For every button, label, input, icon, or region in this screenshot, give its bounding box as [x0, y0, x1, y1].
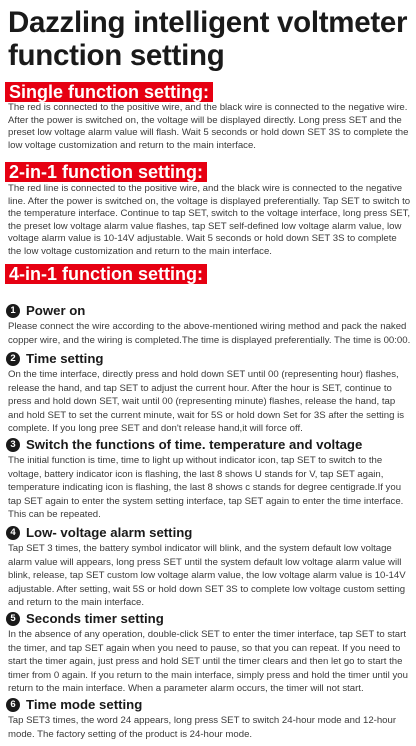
- number-5-icon: 5: [6, 612, 20, 626]
- step-5-header: [6, 611, 164, 627]
- page-title-line-2: function setting: [8, 39, 225, 72]
- step-5-title: Seconds timer setting: [26, 611, 164, 626]
- step-1-text: Please connect the wire according to the above-mentioned wiring method and pack the naked copper wire, and the wiring is completed.The time is displayed preferentially. The time is 00:00.: [8, 321, 411, 346]
- number-3-icon: 3: [6, 438, 20, 452]
- step-6-text: Tap SET3 times, the word 24 appears, long press SET to switch 24-hour mode and 12-hour mode. The factory setting of the product is 24-hour mode.: [8, 715, 397, 740]
- step-4-header: [6, 525, 192, 541]
- page-title-line-1: Dazzling intelligent voltmeter: [8, 6, 408, 39]
- step-5-text: In the absence of any operation, double-click SET to enter the timer interface, tap SET to start the timer, and tap SET again when you need to pause, so that you can repeat. If you need to start the timer again, just press and hold SET until the timer clears and then let go to start the timer from 0 again. If you return to the main interface, simply press and hold the timer until you return to the main interface. When a parameter alarm occurs, the timer will not start.: [8, 629, 408, 695]
- single-function-heading: Single function setting:: [5, 82, 213, 102]
- step-6-title: Time mode setting: [26, 697, 143, 712]
- step-2-title: Time setting: [26, 351, 104, 366]
- step-1-header: [6, 303, 85, 319]
- two-in-one-function-text: The red line is connected to the positive wire, and the black wire is connected to the negative line. After the power is switched on, the voltage is displayed preferentially. Tap SET to switch to the temperature interface. Continue to tap SET, switch to the voltage interface, long press SET, the preset low voltage alarm value flashes, tap SET self-defined low voltage alarm value, low voltage alarm value is 10-14V adjustable. Wait 5 seconds or hold down SET 3S to complete the low voltage customization and return to the main interface.: [8, 183, 411, 257]
- step-3-header: [6, 437, 362, 453]
- step-1-title: Power on: [26, 303, 86, 318]
- step-3-title: Switch the functions of time. temperature and voltage: [26, 437, 363, 452]
- step-4-text: Tap SET 3 times, the battery symbol indicator will blink, and the system default low voltage alarm value will appears, long press SET until the system default low voltage alarm value will blink, release, tap SET custom low voltage alarm value, the low voltage alarm value is 10-14V adjustable. After setting, wait 5S or hold down SET 3S to complete low voltage custom setting and return to the main interface.: [8, 543, 406, 609]
- single-function-text: The red is connected to the positive wire, and the black wire is connected to the negative wire. After the power is switched on, the voltage will be displayed directly. Long press SET and the preset low voltage alarm value will flash. Wait 5 seconds or hold down SET 3S to complete the low voltage customization and return to the main interface.: [8, 102, 409, 151]
- number-6-icon: 6: [6, 698, 20, 712]
- number-2-icon: 2: [6, 352, 20, 366]
- step-4-title: Low- voltage alarm setting: [26, 525, 193, 540]
- step-3-text: The initial function is time, time to light up without indicator icon, tap SET to switch to the voltage, battery indicator icon is flashing, the last 8 shows U stands for V, tap SET again, temperature indicating icon is flashing, the last 8 shows c stands for degree centigrade.If you tap SET again to enter the system setting interface, tap SET again to enter the time interface. This can be repeated.: [8, 455, 404, 521]
- step-2-text: On the time interface, directly press and hold down SET until 00 (representing hour) flashes, release the hand, and tap SET to adjust the current hour. After the hour is SET, continue to press and hold down SET, wait until 00 (representing minute) flashes, release the hand, tap and hold SET to set the current minute, wait for 5S or hold down Set for 3S after the setting is complete. If you long pree SET and don't release hand,it will force off.: [8, 369, 405, 435]
- two-in-one-function-heading: 2-in-1 function setting:: [5, 162, 207, 182]
- step-2-header: [6, 351, 103, 367]
- number-1-icon: 1: [6, 304, 20, 318]
- four-in-one-function-heading: 4-in-1 function setting:: [5, 264, 207, 284]
- step-6-header: [6, 697, 142, 713]
- page-title: [0, 6, 416, 72]
- number-4-icon: 4: [6, 526, 20, 540]
